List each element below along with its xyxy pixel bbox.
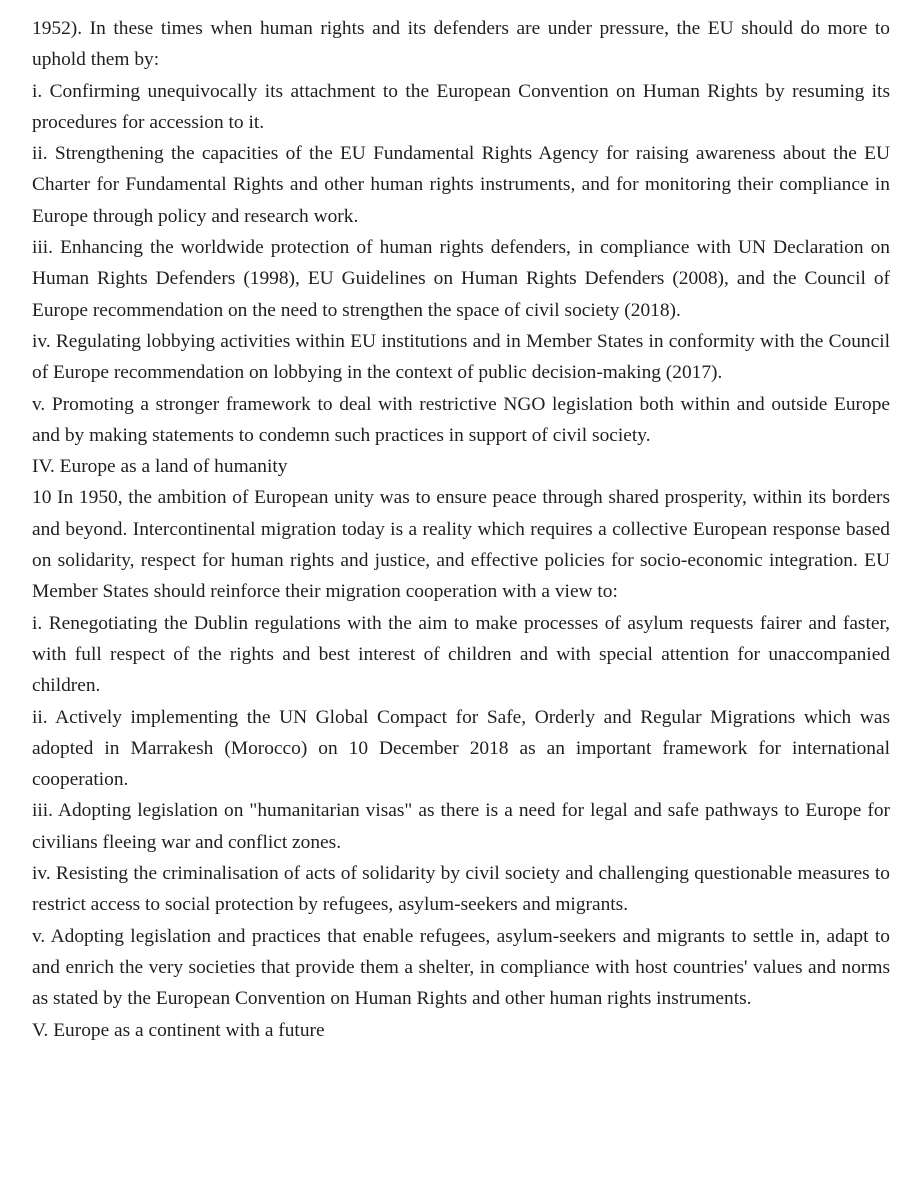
section-heading-iv: IV. Europe as a land of humanity [32, 456, 288, 478]
list-item-i-dublin-regulations: i. Renegotiating the Dublin regulations with the aim to make processes of asylum requests fairer and faster, with full respect of the rights and best interest of children and with special attention for unaccompanied children. [32, 612, 890, 697]
list-item-i-echr-accession: i. Confirming unequivocally its attachment to the European Convention on Human Rights by resuming its procedures for accession to it. [32, 80, 890, 133]
list-item-iii-human-rights-defenders: iii. Enhancing the worldwide protection of human rights defenders, in compliance with UN Declaration on Human Rights Defenders (1998), EU Guidelines on Human Rights Defenders (2008), and the Council of Europe recommendation on the need to strengthen the space of civil society (2018). [32, 237, 890, 321]
list-item-iv-lobbying-regulation: iv. Regulating lobbying activities within EU institutions and in Member States in conformity with the Council of Europe recommendation on lobbying in the context of public decision-making (2017). [32, 330, 890, 384]
list-item-ii-global-compact: ii. Actively implementing the UN Global Compact for Safe, Orderly and Regular Migrations which was adopted in Marrakesh (Morocco) on 10 December 2018 as an important framework for international cooperation. [32, 706, 890, 791]
list-item-ii-fundamental-rights-agency: ii. Strengthening the capacities of the EU Fundamental Rights Agency for raising awareness about the EU Charter for Fundamental Rights and other human rights instruments, and for monitoring their compliance in Europe through policy and research work. [32, 143, 890, 227]
list-item-iii-humanitarian-visas: iii. Adopting legislation on "humanitarian visas" as there is a need for legal and safe pathways to Europe for civilians fleeing war and conflict zones. [32, 800, 890, 853]
paragraph-intro-continuation: 1952). In these times when human rights and its defenders are under pressure, the EU should do more to uphold them by: [32, 18, 890, 71]
list-item-v-ngo-legislation: v. Promoting a stronger framework to deal with restrictive NGO legislation both within and outside Europe and by making statements to condemn such practices in support of civil society. [32, 393, 890, 446]
section-heading-v: V. Europe as a continent with a future [32, 1019, 325, 1041]
paragraph-10-migration: 10 In 1950, the ambition of European unity was to ensure peace through shared prosperity, within its borders and beyond. Intercontinental migration today is a reality which requires a collective European response based on solidarity, respect for human rights and justice, and effective policies for socio-economic integration. EU Member States should reinforce their migration cooperation with a view to: [32, 487, 890, 603]
list-item-iv-solidarity-criminalisation: iv. Resisting the criminalisation of acts of solidarity by civil society and challenging questionable measures to restrict access to social protection by refugees, asylum-seekers and migrants. [32, 863, 890, 916]
list-item-v-integration-legislation: v. Adopting legislation and practices that enable refugees, asylum-seekers and migrants to settle in, adapt to and enrich the very societies that provide them a shelter, in compliance with host countries' values and norms as stated by the European Convention on Human Rights and other human rights instruments. [32, 925, 890, 1010]
